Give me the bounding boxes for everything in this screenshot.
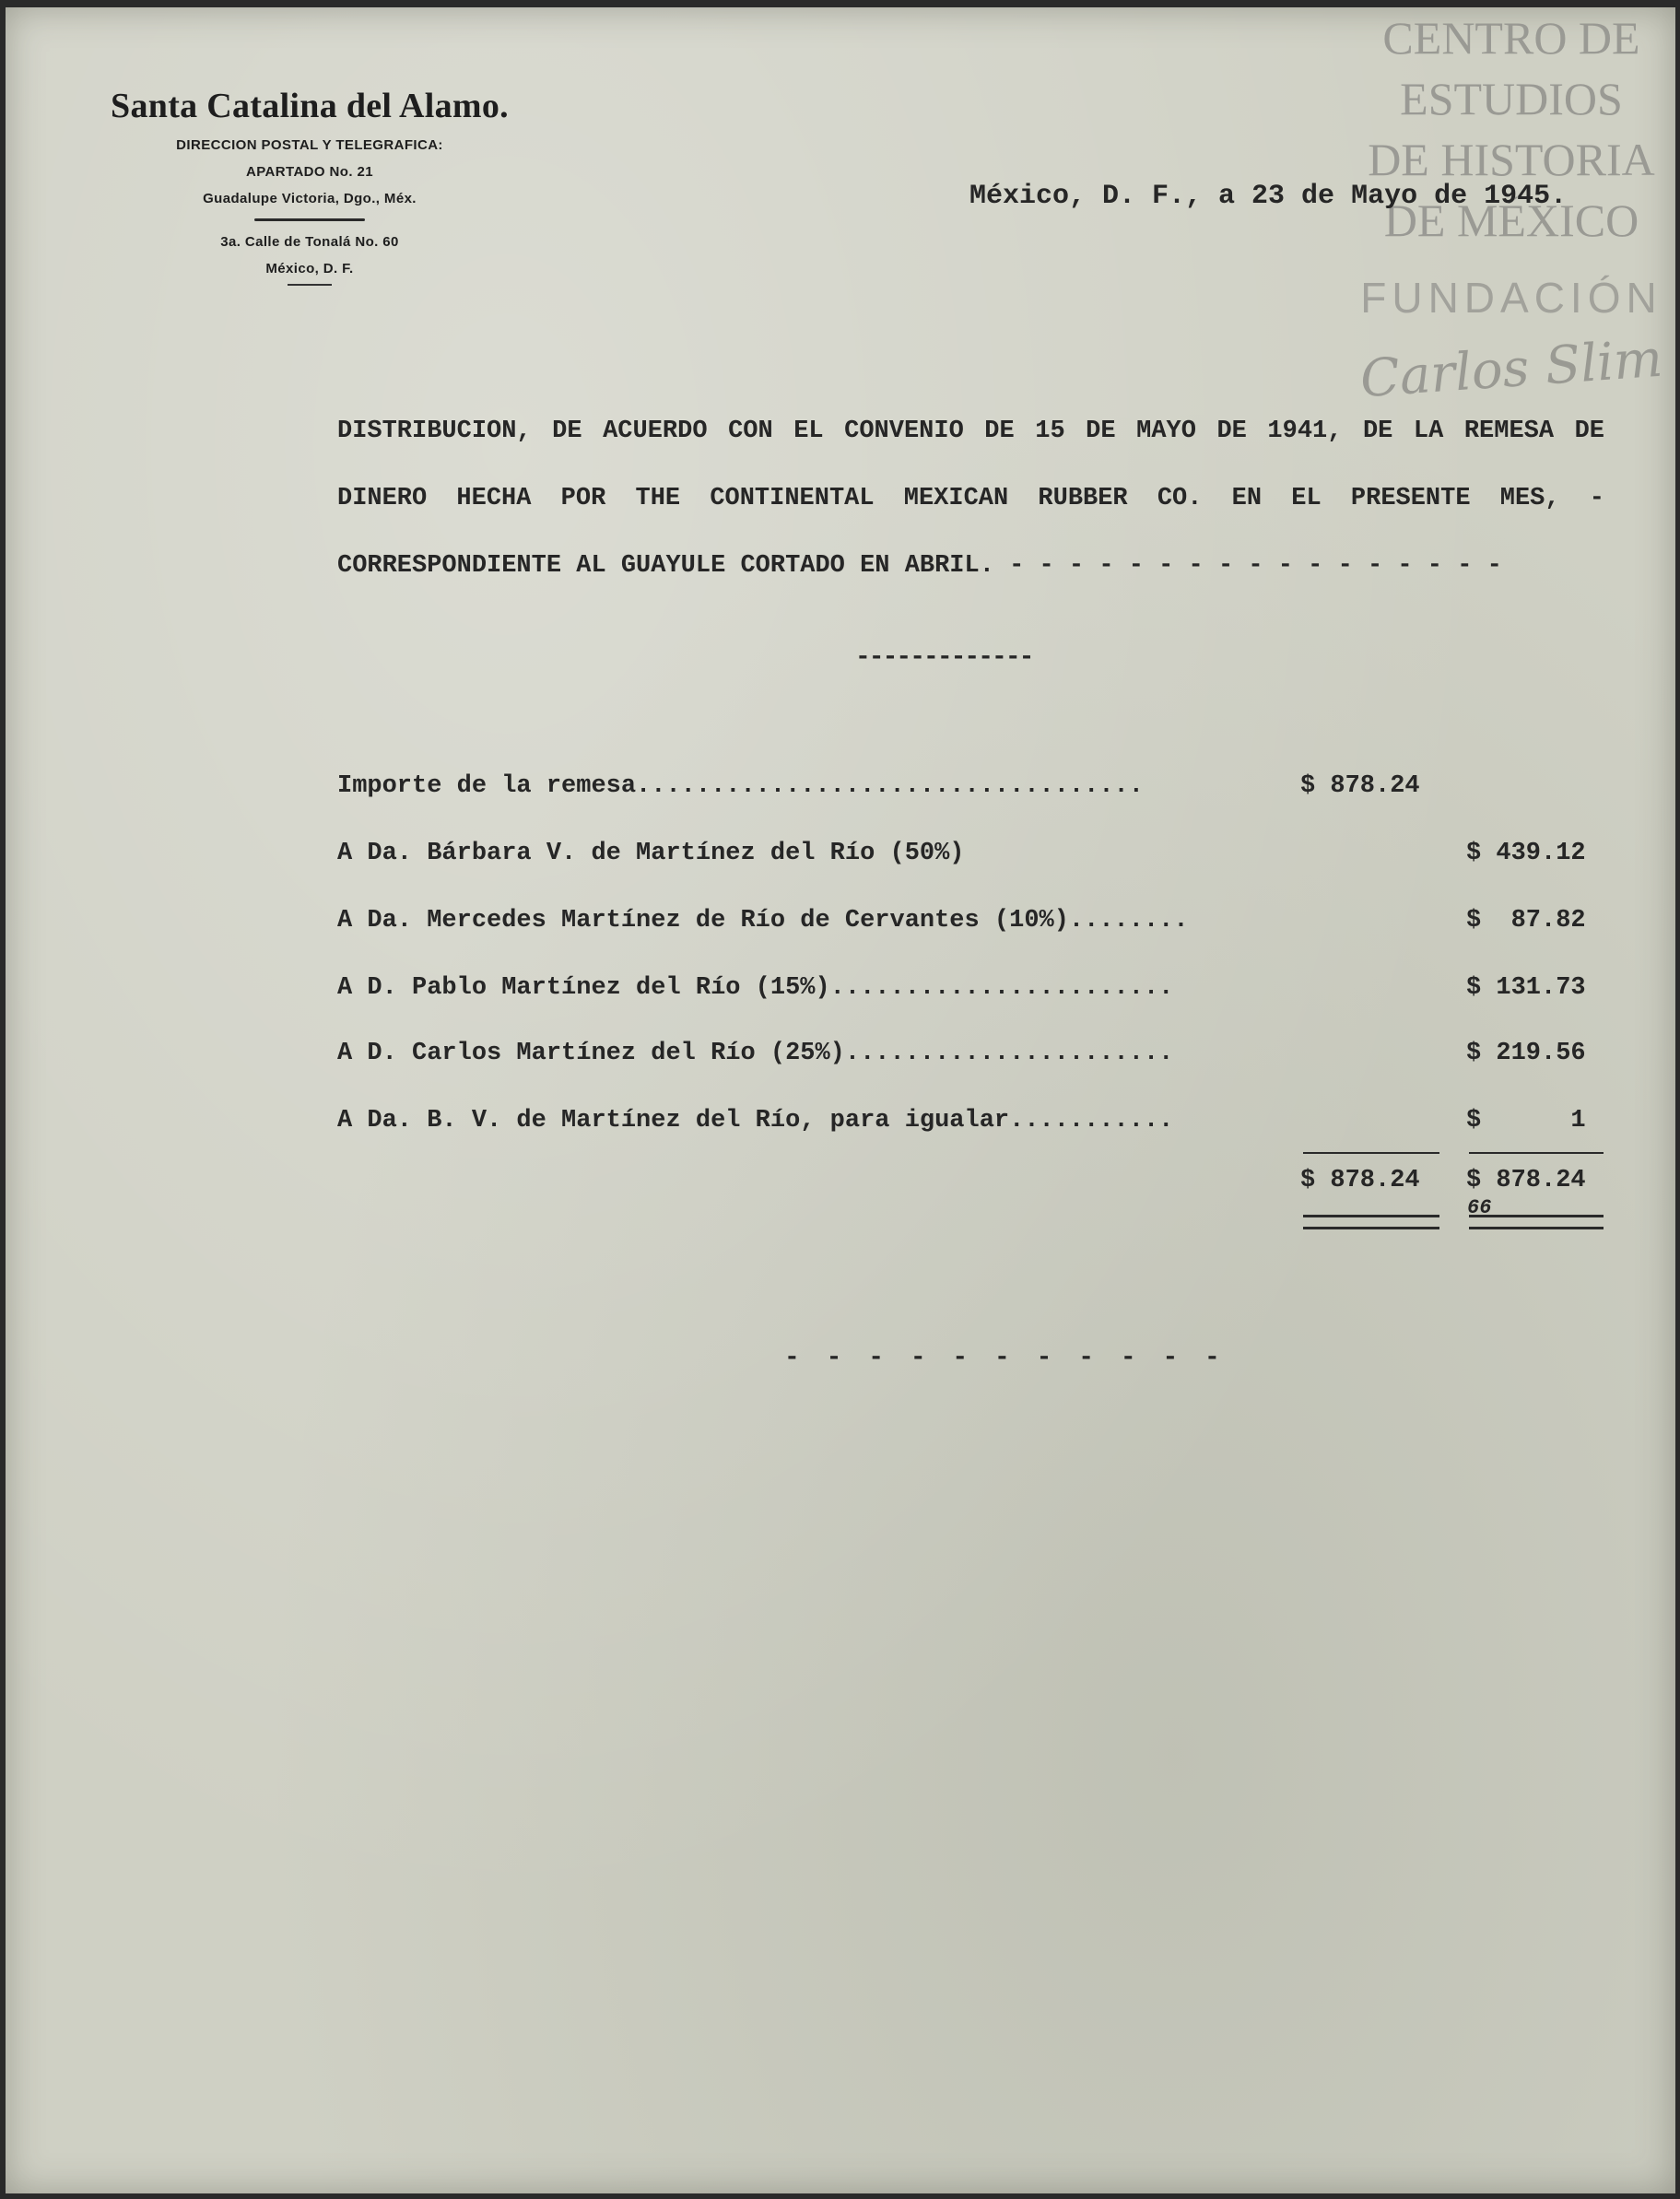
stamp-line: DE HISTORIA bbox=[1368, 134, 1655, 185]
handwritten-note: 66 bbox=[1467, 1196, 1492, 1219]
stamp-fundacion: FUNDACIÓN bbox=[1360, 274, 1662, 322]
letterhead-address-line: Guadalupe Victoria, Dgo., Méx. bbox=[203, 191, 417, 206]
row-label: A D. Carlos Martínez del Río (25%)...................... bbox=[337, 1040, 1174, 1067]
stamp-line: ESTUDIOS bbox=[1400, 73, 1623, 124]
row-label: A Da. Mercedes Martínez de Río de Cervantes (10%)........ bbox=[337, 907, 1189, 935]
row-amount-right: $ 439.12 bbox=[1466, 840, 1586, 867]
stamp-signature: Carlos Slim bbox=[1357, 328, 1665, 410]
stamp-line: DE MÉXICO bbox=[1383, 194, 1639, 246]
letterhead-address-line: 3a. Calle de Tonalá No. 60 bbox=[220, 234, 399, 250]
document-date: México, D. F., a 23 de Mayo de 1945. bbox=[969, 181, 1568, 212]
letterhead-address-line: DIRECCION POSTAL Y TELEGRAFICA: bbox=[176, 137, 443, 153]
sum-line-right bbox=[1469, 1152, 1604, 1154]
row-label: A D. Pablo Martínez del Río (15%)....................... bbox=[337, 974, 1174, 1002]
document-page bbox=[6, 7, 1675, 2193]
document-body-paragraph: DISTRIBUCION, DE ACUERDO CON EL CONVENIO DE 15 DE MAYO DE 1941, DE LA REMESA DE DINERO HECHA POR THE CONTINENTAL MEXICAN RUBBER CO. EN EL PRESENTE MES, - CORRESPONDIENTE AL GUAYULE CORTADO EN ABRIL. - - - - - - - - - - - - - - - - - bbox=[337, 417, 1604, 580]
row-amount-right: $ 131.73 bbox=[1466, 974, 1586, 1002]
row-amount-right: $ 219.56 bbox=[1466, 1040, 1586, 1067]
stamp-line: CENTRO DE bbox=[1382, 12, 1640, 64]
total-left: $ 878.24 bbox=[1300, 1167, 1420, 1194]
sum-line-left bbox=[1303, 1152, 1439, 1154]
separator-line: - - - - - - - - - - - bbox=[784, 1344, 1226, 1372]
row-amount-right: $ 87.82 bbox=[1466, 907, 1586, 935]
letterhead-name: Santa Catalina del Alamo. bbox=[111, 87, 509, 125]
row-amount-left: $ 878.24 bbox=[1300, 772, 1420, 800]
separator-line: ------------- bbox=[855, 643, 1033, 672]
row-label: Importe de la remesa.................................. bbox=[337, 772, 1144, 800]
letterhead-small-divider bbox=[288, 284, 332, 286]
letterhead-address-line: APARTADO No. 21 bbox=[246, 164, 373, 180]
row-amount-right: $ 1 bbox=[1466, 1107, 1586, 1135]
letterhead-divider bbox=[254, 218, 365, 221]
letterhead bbox=[98, 86, 522, 286]
row-label: A Da. Bárbara V. de Martínez del Río (50%) bbox=[337, 840, 965, 867]
double-underline-left bbox=[1303, 1215, 1439, 1229]
total-right: $ 878.24 bbox=[1466, 1167, 1586, 1194]
letterhead-address-line: México, D. F. bbox=[265, 261, 354, 276]
row-label: A Da. B. V. de Martínez del Río, para igualar........... bbox=[337, 1107, 1174, 1135]
double-underline-right bbox=[1469, 1215, 1604, 1229]
